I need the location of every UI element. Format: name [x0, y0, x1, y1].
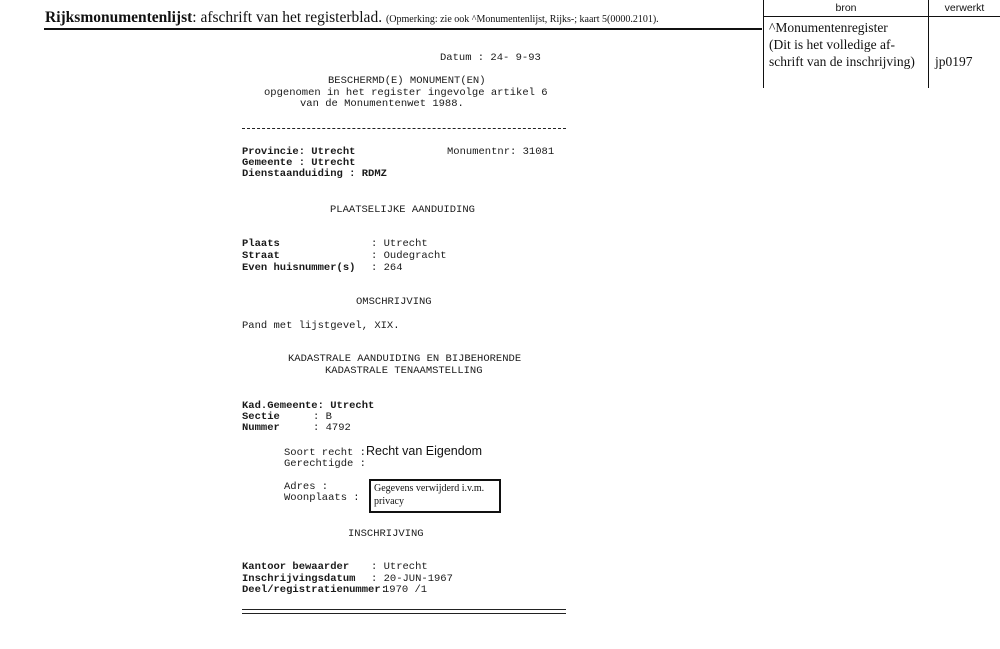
section-kadastrale-1: KADASTRALE AANDUIDING EN BIJBEHORENDE: [288, 353, 522, 365]
table-divider: [764, 16, 1000, 17]
datum: Datum : 24- 9-93: [440, 52, 541, 64]
soort-recht-label: Soort recht :: [284, 447, 366, 459]
heading-line-3: van de Monumentenwet 1988.: [300, 98, 464, 110]
inschrijvingsdatum-value: : 20-JUN-1967: [371, 573, 453, 585]
section-kadastrale-2: KADASTRALE TENAAMSTELLING: [325, 365, 483, 377]
plaats-label: Plaats: [242, 238, 280, 250]
huisnummer-value: : 264: [371, 262, 403, 274]
inschrijvingsdatum-label: Inschrijvingsdatum: [242, 573, 356, 585]
title-note: (Opmerking: zie ook ^Monumentenlijst, Rijks-; kaart 5(0000.2101).: [385, 14, 659, 25]
bron-line-2: (Dit is het volledige af-: [769, 37, 895, 52]
sectie-value: : B: [313, 411, 332, 423]
privacy-notice: Gegevens verwijderd i.v.m. privacy: [374, 483, 485, 507]
title-rest: : afschrift van het registerblad.: [192, 9, 383, 26]
plaats-value: : Utrecht: [371, 238, 428, 250]
provincie: Provincie: Utrecht: [242, 146, 356, 158]
sectie-label: Sectie: [242, 411, 280, 423]
verwerkt-value: jp0197: [935, 54, 973, 69]
nummer-value: : 4792: [313, 422, 351, 434]
closing-double-rule: [242, 609, 566, 614]
kantoor-value: : Utrecht: [371, 561, 428, 573]
privacy-redaction-box: [369, 479, 501, 513]
kad-gemeente: Kad.Gemeente: Utrecht: [242, 400, 375, 412]
section-inschrijving: INSCHRIJVING: [348, 528, 424, 540]
woonplaats-label: Woonplaats :: [284, 492, 360, 504]
huisnummer-label: Even huisnummer(s): [242, 262, 356, 274]
gerechtigde-label: Gerechtigde :: [284, 458, 366, 470]
straat-value: : Oudegracht: [371, 250, 447, 262]
section-omschrijving: OMSCHRIJVING: [356, 296, 432, 308]
adres-label: Adres :: [284, 481, 329, 493]
deel-value: 1970 /1: [383, 584, 428, 596]
omschrijving-text: Pand met lijstgevel, XIX.: [242, 320, 400, 332]
nummer-label: Nummer: [242, 422, 280, 434]
bron-line-3: schrift van de inschrijving): [769, 54, 915, 69]
soort-recht-value: Recht van Eigendom: [366, 444, 483, 458]
column-header-verwerkt: verwerkt: [944, 2, 985, 14]
source-table: [763, 0, 1000, 88]
column-header-bron: bron: [835, 2, 857, 14]
dashed-divider: [242, 128, 566, 129]
section-plaatselijke: PLAATSELIJKE AANDUIDING: [330, 204, 475, 216]
monumentnr: Monumentnr: 31081: [447, 146, 555, 158]
deel-label: Deel/registratienummer:: [242, 584, 387, 596]
bron-line-1: ^Monumentenregister: [769, 20, 888, 35]
heading-line-2: opgenomen in het register ingevolge artikel 6: [264, 87, 548, 99]
page-title: [45, 9, 659, 27]
kantoor-label: Kantoor bewaarder: [242, 561, 350, 573]
heading-line-1: BESCHERMD(E) MONUMENT(EN): [328, 75, 486, 87]
header-rule: [44, 28, 762, 30]
title-bold: Rijksmonumentenlijst: [45, 9, 193, 26]
gemeente: Gemeente : Utrecht: [242, 157, 356, 169]
straat-label: Straat: [242, 250, 280, 262]
dienstaanduiding: Dienstaanduiding : RDMZ: [242, 168, 387, 180]
